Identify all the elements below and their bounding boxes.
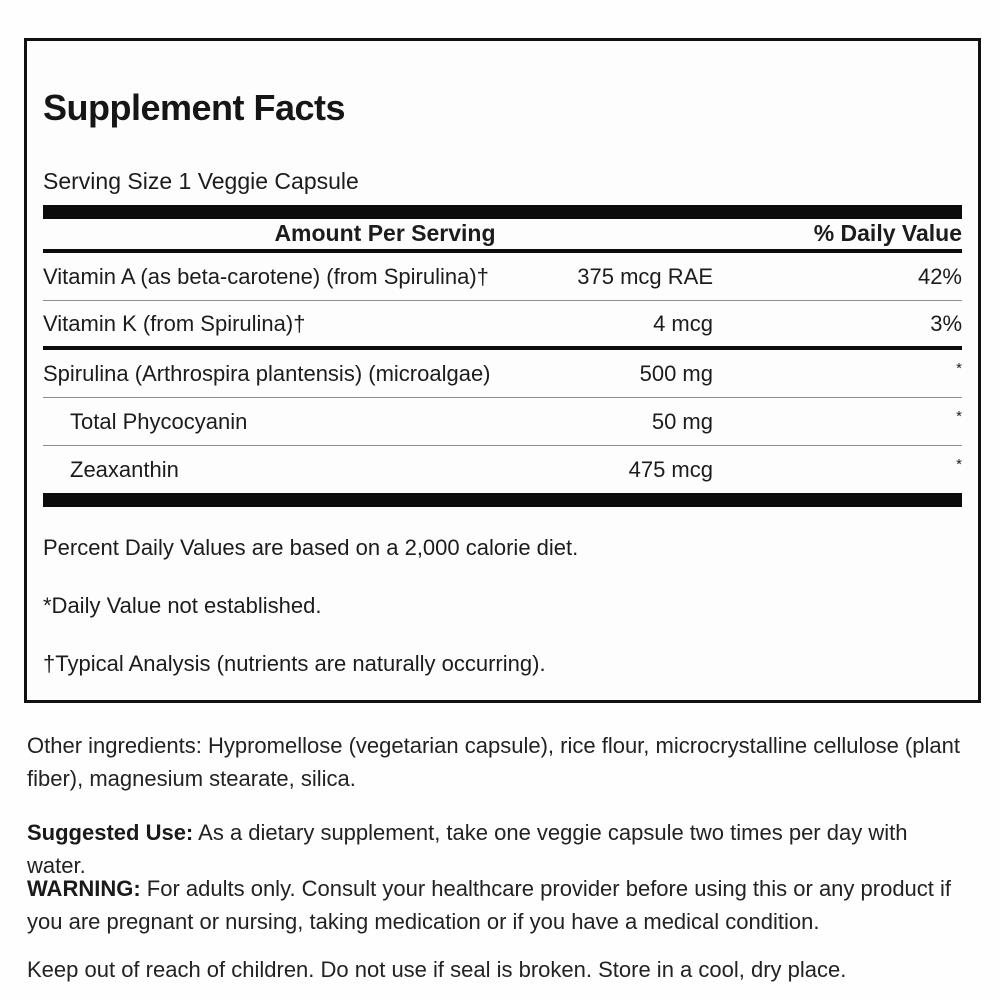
nutrient-amount: 375 mcg RAE [577,263,713,289]
nutrient-row-vitamin-k [43,301,962,350]
other-ingredients-text: Other ingredients: Hypromellose (vegetarian capsule), rice flour, microcrystalline cellulose (plant fiber), magnesium stearate, silica. [27,733,960,791]
nutrient-daily-value: * [956,456,962,473]
nutrient-row-total-phycocyanin [43,398,962,446]
panel-title: Supplement Facts [43,87,346,128]
nutrient-name: Vitamin A (as beta-carotene) (from Spirulina)† [43,263,489,289]
amount-per-serving-header: Amount Per Serving [274,220,496,246]
divider-bar-bottom [43,493,962,507]
serving-size: Serving Size 1 Veggie Capsule [43,168,359,194]
suggested-use-label: Suggested Use: [27,820,194,845]
nutrient-name: Vitamin K (from Spirulina)† [43,310,306,336]
table-header-row [43,219,962,253]
daily-value-header: % Daily Value [813,220,962,246]
nutrient-amount: 50 mg [651,408,713,434]
nutrient-daily-value: * [956,360,962,377]
nutrient-amount: 475 mcg [628,456,713,482]
nutrient-name: Zeaxanthin [70,456,179,482]
nutrient-daily-value: * [956,408,962,425]
warning-label: WARNING: [27,876,141,901]
footnote-typical-analysis: †Typical Analysis (nutrients are naturally occurring). [43,651,546,676]
nutrient-row-spirulina [43,350,962,398]
nutrient-name: Spirulina (Arthrospira plantensis) (microalgae) [43,360,491,386]
storage-note: Keep out of reach of children. Do not use if seal is broken. Store in a cool, dry place. [27,957,847,982]
warning-body: For adults only. Consult your healthcare provider before using this or any product if you are pregnant or nursing, taking medication or if you have a medical condition. [27,876,952,934]
supplement-facts-panel [24,38,981,703]
footnote-dv-not-established: *Daily Value not established. [43,593,322,618]
nutrient-daily-value: 42% [917,263,962,289]
warning-text [27,872,972,938]
nutrient-name: Total Phycocyanin [70,408,248,434]
nutrient-amount: 500 mg [639,360,713,386]
nutrient-row-vitamin-a [43,253,962,301]
suggested-use-body: As a dietary supplement, take one veggie capsule two times per day with water. [27,820,908,878]
footnote-daily-values: Percent Daily Values are based on a 2,000 calorie diet. [43,535,579,560]
nutrient-amount: 4 mcg [653,310,713,336]
nutrient-daily-value: 3% [930,310,962,336]
divider-bar-top [43,205,962,219]
nutrient-row-zeaxanthin [43,446,962,493]
